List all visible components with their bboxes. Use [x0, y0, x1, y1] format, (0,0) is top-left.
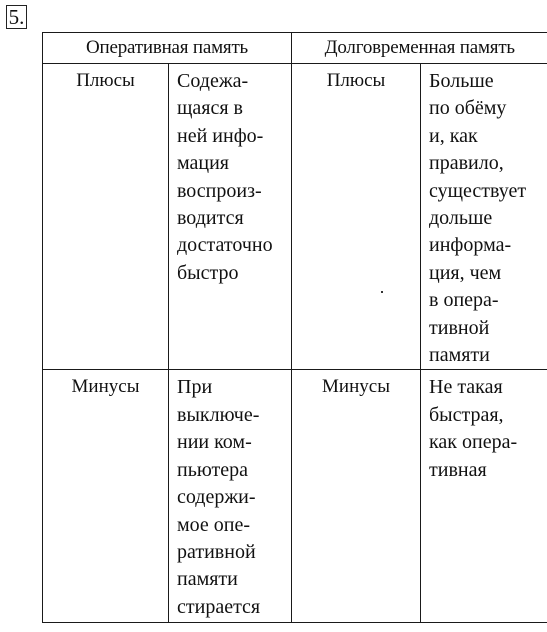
text-line: памяти	[429, 344, 490, 367]
header-row	[43, 33, 547, 64]
text-line: и, как	[429, 124, 478, 147]
table-row-cons	[43, 370, 547, 623]
longterm-pros-text	[421, 64, 547, 370]
table-row-pros	[43, 64, 547, 370]
operative-pros-text	[169, 64, 292, 370]
text-line: содержи-	[177, 486, 256, 509]
text-line: При	[177, 376, 213, 399]
text-line: ративной	[177, 540, 256, 563]
text-line: Не такая	[429, 376, 503, 399]
operative-pros-label: Плюсы	[43, 64, 169, 370]
longterm-cons-label: Минусы	[292, 370, 421, 623]
text-line: тивной	[429, 316, 490, 339]
text-line: дольше	[429, 207, 493, 230]
text-line: информа-	[429, 234, 512, 257]
memory-comparison-table	[42, 32, 547, 623]
ink-speck	[381, 291, 383, 293]
text-line: в опера-	[429, 289, 499, 312]
header-operative-memory: Оперативная память	[43, 33, 292, 64]
text-line: как опера-	[429, 431, 518, 454]
text-line: по обёму	[429, 97, 507, 120]
text-line: щаяся в	[177, 97, 243, 120]
text-line: Содежа-	[177, 70, 249, 92]
text-line: ция, чем	[429, 261, 502, 284]
text-line: быстрая,	[429, 403, 504, 426]
text-line: существует	[429, 179, 527, 202]
header-longterm-memory: Долговременная память	[292, 33, 547, 64]
text-line: мация	[177, 152, 230, 175]
operative-cons-label: Минусы	[43, 370, 169, 623]
text-line: воспроиз-	[177, 179, 262, 202]
text-line: пьютера	[177, 458, 248, 481]
task-number: 5.	[6, 5, 27, 29]
text-line: мое опе-	[177, 513, 251, 536]
longterm-pros-label: Плюсы	[292, 64, 421, 370]
text-line: ней инфо-	[177, 124, 264, 147]
text-line: памяти	[177, 568, 238, 591]
text-line: водится	[177, 207, 244, 230]
text-line: выключе-	[177, 403, 260, 426]
text-line: быстро	[177, 261, 239, 284]
longterm-cons-text	[421, 370, 547, 623]
text-line: тивная	[429, 458, 487, 481]
text-line: правило,	[429, 152, 504, 175]
text-line: достаточно	[177, 234, 273, 257]
text-line: стирается	[177, 595, 261, 618]
operative-cons-text	[169, 370, 292, 623]
text-line: Больше	[429, 70, 494, 92]
text-line: нии ком-	[177, 431, 252, 454]
